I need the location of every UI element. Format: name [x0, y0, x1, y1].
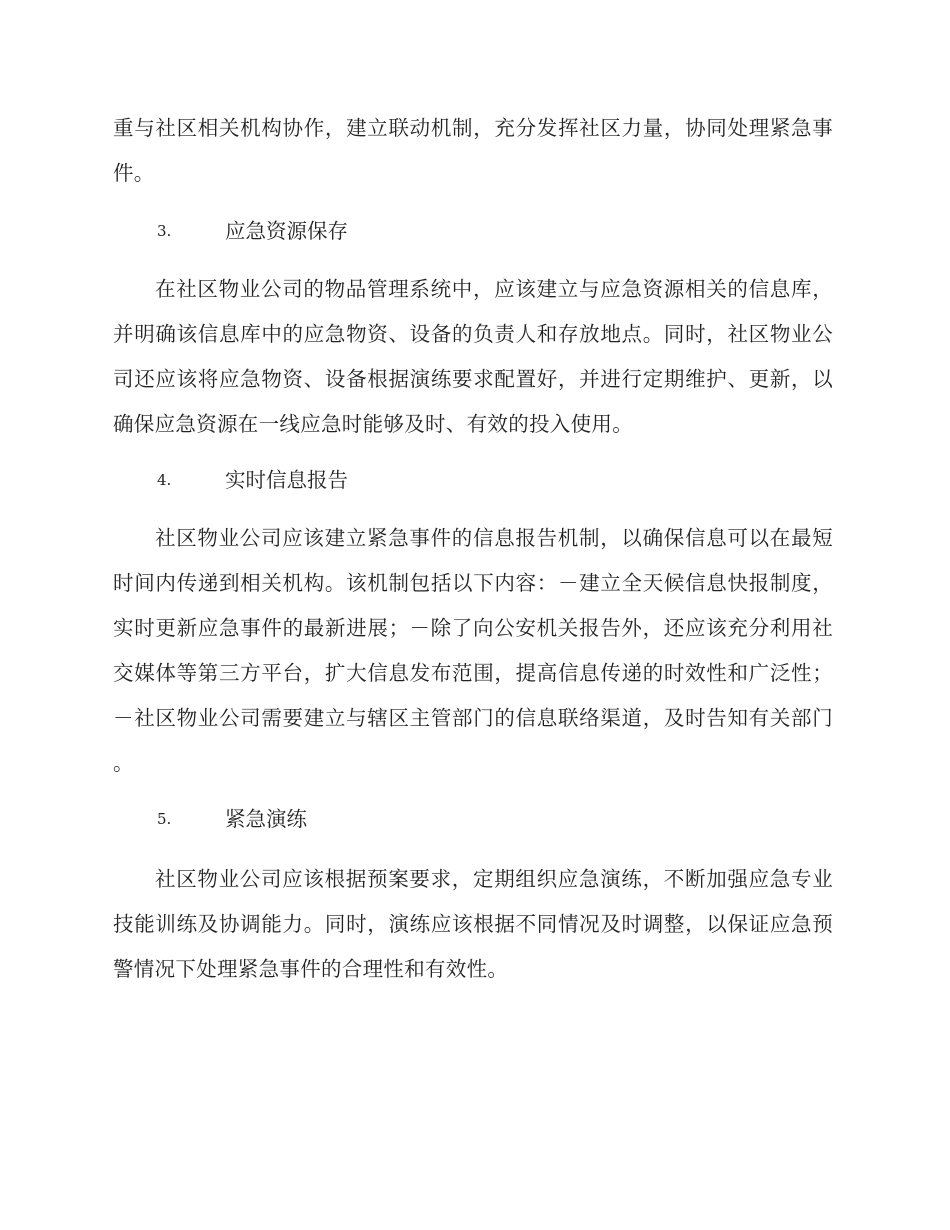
section-number: 4. — [157, 471, 172, 489]
continuation-paragraph: 重与社区相关机构协作，建立联动机制，充分发挥社区力量，协同处理紧急事件。 — [113, 116, 833, 185]
section-body-3: 在社区物业公司的物品管理系统中，应该建立与应急资源相关的信息库，并明确该信息库中的应急物资、设备的负责人和存放地点。同时，社区物业公司还应该将应急物资、设备根据演练要求配置好，并进行定期维护、更新，以确保应急资源在一线应急时能够及时、有效的投入使用。 — [113, 277, 833, 436]
section-heading-3 — [0, 209, 950, 254]
section-number: 5. — [157, 810, 172, 828]
section-number: 3. — [157, 222, 172, 240]
section-title: 应急资源保存 — [225, 219, 348, 243]
section-heading-4 — [0, 458, 950, 503]
section-title: 实时信息报告 — [225, 468, 348, 492]
section-body-5: 社区物业公司应该根据预案要求，定期组织应急演练，不断加强应急专业技能训练及协调能力。同时，演练应该根据不同情况及时调整，以保证应急预警情况下处理紧急事件的合理性和有效性。 — [113, 867, 833, 981]
section-title: 紧急演练 — [225, 807, 307, 831]
section-body-4: 社区物业公司应该建立紧急事件的信息报告机制，以确保信息可以在最短时间内传递到相关机构。该机制包括以下内容：－建立全天候信息快报制度，实时更新应急事件的最新进展；－除了向公安机关报告外，还应该充分利用社交媒体等第三方平台，扩大信息发布范围，提高信息传递的时效性和广泛性；－社区物业公司需要建立与辖区主管部门的信息联络渠道，及时告知有关部门。 — [113, 526, 833, 775]
section-heading-5 — [0, 797, 950, 842]
